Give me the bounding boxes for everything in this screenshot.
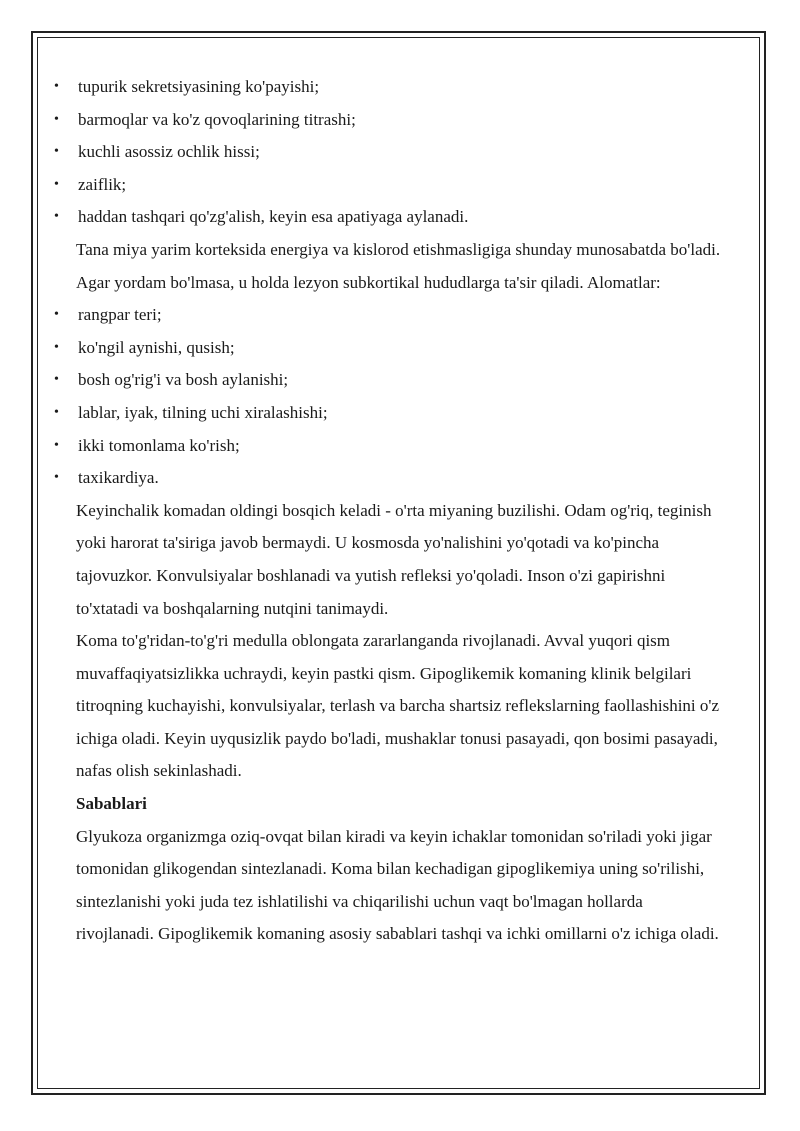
bullet-icon: •: [54, 372, 59, 388]
list-item: • lablar, iyak, tilning uchi xiralashishi;: [52, 397, 722, 430]
bullet-icon: •: [54, 144, 59, 160]
bullet-icon: •: [54, 437, 59, 453]
list-item: • rangpar teri;: [52, 299, 722, 332]
list-item: • tupurik sekretsiyasining ko'payishi;: [52, 71, 722, 104]
bullet-icon: •: [54, 470, 59, 486]
section-heading: Sabablari: [76, 794, 147, 814]
bullet-icon: •: [54, 404, 59, 420]
bullet-icon: •: [54, 111, 59, 127]
list-item: • ikki tomonlama ko'rish;: [52, 430, 722, 463]
document-body: [52, 71, 722, 951]
list-item: • kuchli asossiz ochlik hissi;: [52, 136, 722, 169]
paragraph-precoma: Keyinchalik komadan oldingi bosqich keladi - o'rta miyaning buzilishi. Odam og'riq, teginish yoki harorat ta'siriga javob bermaydi. U kosmosda yo'nalishini yo'qotadi va ko'pincha tajovuzkor. Konvulsiyalar boshlanadi va yutish refleksi yo'qoladi. Inson o'zi gapirishni to'xtatadi va boshqalarning nutqini tanimaydi.: [76, 500, 712, 618]
bullet-icon: •: [54, 176, 59, 192]
list-item: • zaiflik;: [52, 169, 722, 202]
list-item: • bosh og'rig'i va bosh aylanishi;: [52, 364, 722, 397]
bullet-icon: •: [54, 339, 59, 355]
paragraph-causes: Glyukoza organizmga oziq-ovqat bilan kiradi va keyin ichaklar tomonidan so'riladi yoki jigar tomonidan glikogendan sintezlanadi. Koma bilan kechadigan gipoglikemiya uning so'rilishi, sintezlanishi yoki juda tez ishlatilishi va chiqarilishi uchun vaqt bo'lmagan hollarda rivojlanadi. Gipoglikemik komaning asosiy sabablari tashqi va ichki omillarni o'z ichiga oladi.: [76, 826, 719, 944]
paragraph-medulla: Koma to'g'ridan-to'g'ri medulla oblongata zararlanganda rivojlanadi. Avval yuqori qism muvaffaqiyatsizlikka uchraydi, keyin pastki qism. Gipoglikemik komaning klinik belgilari titroqning kuchayishi, konvulsiyalar, terlash va barcha shartsiz reflekslarning faollashishini o'z ichiga oladi. Keyin uyqusizlik paydo bo'ladi, mushaklar tonusi pasayadi, qon bosimi pasayadi, nafas olish sekinlashadi.: [76, 631, 720, 781]
paragraph-cortex: Tana miya yarim korteksida energiya va kislorod etishmasligiga shunday munosabatda bo'ladi. Agar yordam bo'lmasa, u holda lezyon subkortikal hududlarga ta'sir qiladi. Alomatlar:: [76, 239, 721, 292]
bullet-icon: •: [54, 209, 59, 225]
list-item: • ko'ngil aynishi, qusish;: [52, 332, 722, 365]
list-item: • taxikardiya.: [52, 462, 722, 495]
symptom-list-1: [52, 71, 722, 234]
list-item: • haddan tashqari qo'zg'alish, keyin esa apatiyaga aylanadi.: [52, 201, 722, 234]
bullet-icon: •: [54, 307, 59, 323]
symptom-list-2: [52, 299, 722, 495]
bullet-icon: •: [54, 79, 59, 94]
list-item: • barmoqlar va ko'z qovoqlarining titrashi;: [52, 104, 722, 137]
